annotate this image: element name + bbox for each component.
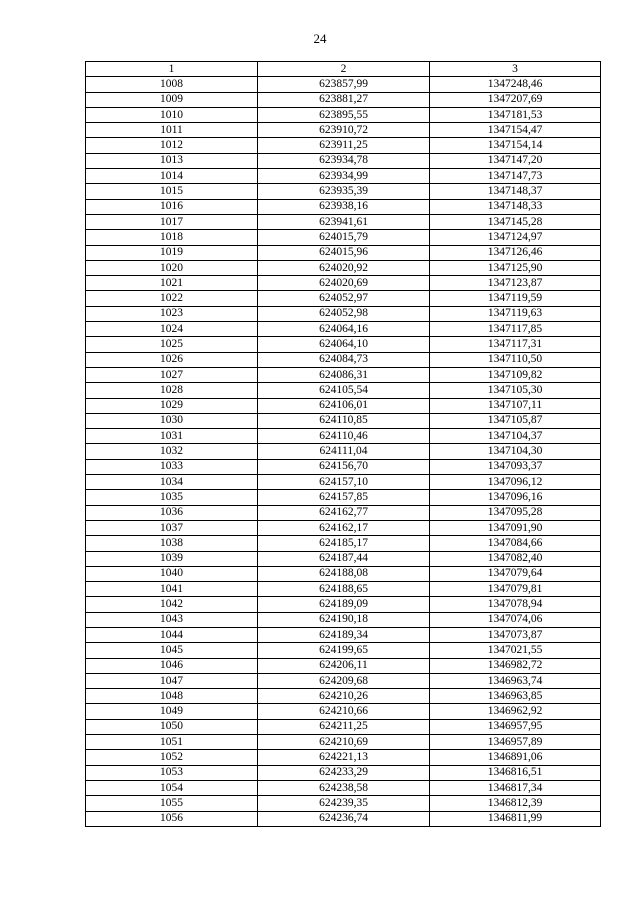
y-coordinate-cell: 1346957,89 [430,735,601,750]
point-number-cell: 1019 [86,245,258,260]
y-coordinate-cell: 1347117,85 [430,322,601,337]
point-number-cell: 1034 [86,475,258,490]
x-coordinate-cell: 624238,58 [258,780,430,795]
y-coordinate-cell: 1347110,50 [430,352,601,367]
table-row [86,383,601,398]
y-coordinate-cell: 1347073,87 [430,627,601,642]
table-row [86,582,601,597]
point-number-cell: 1045 [86,643,258,658]
table-row [86,276,601,291]
x-coordinate-cell: 624015,96 [258,245,430,260]
x-coordinate-cell: 624156,70 [258,459,430,474]
y-coordinate-cell: 1347078,94 [430,597,601,612]
table-row [86,780,601,795]
y-coordinate-cell: 1346982,72 [430,658,601,673]
x-coordinate-cell: 623881,27 [258,92,430,107]
x-coordinate-cell: 624211,25 [258,719,430,734]
point-number-cell: 1021 [86,276,258,291]
point-number-cell: 1037 [86,520,258,535]
y-coordinate-cell: 1347154,14 [430,138,601,153]
x-coordinate-cell: 623934,78 [258,153,430,168]
x-coordinate-cell: 623911,25 [258,138,430,153]
x-coordinate-cell: 624185,17 [258,536,430,551]
y-coordinate-cell: 1347109,82 [430,367,601,382]
point-number-cell: 1024 [86,322,258,337]
point-number-cell: 1010 [86,107,258,122]
x-coordinate-cell: 624233,29 [258,765,430,780]
y-coordinate-cell: 1346812,39 [430,796,601,811]
table-row [86,475,601,490]
point-number-cell: 1050 [86,719,258,734]
point-number-cell: 1051 [86,735,258,750]
x-coordinate-cell: 624188,08 [258,566,430,581]
x-coordinate-cell: 624084,73 [258,352,430,367]
point-number-cell: 1039 [86,551,258,566]
table-row [86,551,601,566]
point-number-cell: 1036 [86,505,258,520]
table-row [86,322,601,337]
table-header-row [86,62,601,77]
table-row [86,673,601,688]
point-number-cell: 1055 [86,796,258,811]
y-coordinate-cell: 1346811,99 [430,811,601,826]
y-coordinate-cell: 1346816,51 [430,765,601,780]
table-row [86,597,601,612]
x-coordinate-cell: 624189,09 [258,597,430,612]
point-number-cell: 1028 [86,383,258,398]
x-coordinate-cell: 624105,54 [258,383,430,398]
y-coordinate-cell: 1346963,74 [430,673,601,688]
point-number-cell: 1009 [86,92,258,107]
table-row [86,138,601,153]
y-coordinate-cell: 1347147,20 [430,153,601,168]
x-coordinate-cell: 624239,35 [258,796,430,811]
y-coordinate-cell: 1347126,46 [430,245,601,260]
point-number-cell: 1012 [86,138,258,153]
y-coordinate-cell: 1347079,81 [430,582,601,597]
x-coordinate-cell: 623895,55 [258,107,430,122]
coordinates-table [85,61,601,827]
y-coordinate-cell: 1346962,92 [430,704,601,719]
table-row [86,490,601,505]
y-coordinate-cell: 1347117,31 [430,337,601,352]
table-row [86,704,601,719]
y-coordinate-cell: 1347074,06 [430,612,601,627]
table-row [86,750,601,765]
y-coordinate-cell: 1347248,46 [430,77,601,92]
x-coordinate-cell: 624086,31 [258,367,430,382]
y-coordinate-cell: 1347148,37 [430,184,601,199]
x-coordinate-cell: 623857,99 [258,77,430,92]
x-coordinate-cell: 624015,79 [258,230,430,245]
table-row [86,107,601,122]
point-number-cell: 1020 [86,260,258,275]
point-number-cell: 1035 [86,490,258,505]
table-row [86,505,601,520]
table-row [86,199,601,214]
y-coordinate-cell: 1347082,40 [430,551,601,566]
table-row [86,735,601,750]
y-coordinate-cell: 1347095,28 [430,505,601,520]
x-coordinate-cell: 624064,16 [258,322,430,337]
table-row [86,245,601,260]
table-row [86,520,601,535]
y-coordinate-cell: 1346891,06 [430,750,601,765]
y-coordinate-cell: 1347125,90 [430,260,601,275]
page-number: 24 [313,31,327,46]
point-number-cell: 1017 [86,214,258,229]
table-row [86,612,601,627]
table-row [86,337,601,352]
x-coordinate-cell: 624052,98 [258,306,430,321]
table-row [86,811,601,826]
point-number-cell: 1025 [86,337,258,352]
x-coordinate-cell: 624190,18 [258,612,430,627]
table-row [86,260,601,275]
y-coordinate-cell: 1347207,69 [430,92,601,107]
x-coordinate-cell: 624064,10 [258,337,430,352]
table-row [86,719,601,734]
table-row [86,306,601,321]
x-coordinate-cell: 624020,92 [258,260,430,275]
point-number-cell: 1023 [86,306,258,321]
table-row [86,566,601,581]
x-coordinate-cell: 624236,74 [258,811,430,826]
table-row [86,627,601,642]
y-coordinate-cell: 1347124,97 [430,230,601,245]
y-coordinate-cell: 1347181,53 [430,107,601,122]
x-coordinate-cell: 624206,11 [258,658,430,673]
x-coordinate-cell: 623910,72 [258,123,430,138]
table-row [86,658,601,673]
x-coordinate-cell: 623938,16 [258,199,430,214]
x-coordinate-cell: 624189,34 [258,627,430,642]
point-number-cell: 1013 [86,153,258,168]
y-coordinate-cell: 1347105,87 [430,413,601,428]
x-coordinate-cell: 624052,97 [258,291,430,306]
x-coordinate-cell: 624110,85 [258,413,430,428]
table-row [86,444,601,459]
x-coordinate-cell: 624111,04 [258,444,430,459]
y-coordinate-cell: 1347104,37 [430,429,601,444]
x-coordinate-cell: 624210,26 [258,689,430,704]
y-coordinate-cell: 1347148,33 [430,199,601,214]
point-number-cell: 1056 [86,811,258,826]
column-header: 2 [258,62,430,77]
y-coordinate-cell: 1347084,66 [430,536,601,551]
point-number-cell: 1054 [86,780,258,795]
table-row [86,77,601,92]
x-coordinate-cell: 624020,69 [258,276,430,291]
point-number-cell: 1048 [86,689,258,704]
table-row [86,796,601,811]
y-coordinate-cell: 1347147,73 [430,169,601,184]
x-coordinate-cell: 623934,99 [258,169,430,184]
table-row [86,92,601,107]
x-coordinate-cell: 623935,39 [258,184,430,199]
point-number-cell: 1022 [86,291,258,306]
y-coordinate-cell: 1347096,12 [430,475,601,490]
y-coordinate-cell: 1347119,63 [430,306,601,321]
point-number-cell: 1026 [86,352,258,367]
table-row [86,643,601,658]
y-coordinate-cell: 1347079,64 [430,566,601,581]
point-number-cell: 1032 [86,444,258,459]
point-number-cell: 1008 [86,77,258,92]
x-coordinate-cell: 624221,13 [258,750,430,765]
table-row [86,214,601,229]
x-coordinate-cell: 624187,44 [258,551,430,566]
table-row [86,352,601,367]
point-number-cell: 1040 [86,566,258,581]
table-row [86,184,601,199]
x-coordinate-cell: 624162,17 [258,520,430,535]
table-row [86,169,601,184]
y-coordinate-cell: 1346817,34 [430,780,601,795]
point-number-cell: 1031 [86,429,258,444]
point-number-cell: 1053 [86,765,258,780]
y-coordinate-cell: 1347145,28 [430,214,601,229]
x-coordinate-cell: 624210,66 [258,704,430,719]
y-coordinate-cell: 1347123,87 [430,276,601,291]
x-coordinate-cell: 623941,61 [258,214,430,229]
point-number-cell: 1030 [86,413,258,428]
table-row [86,291,601,306]
point-number-cell: 1014 [86,169,258,184]
x-coordinate-cell: 624199,65 [258,643,430,658]
point-number-cell: 1043 [86,612,258,627]
x-coordinate-cell: 624157,85 [258,490,430,505]
x-coordinate-cell: 624210,69 [258,735,430,750]
table-row [86,367,601,382]
x-coordinate-cell: 624162,77 [258,505,430,520]
x-coordinate-cell: 624106,01 [258,398,430,413]
point-number-cell: 1011 [86,123,258,138]
table-body [86,77,601,827]
y-coordinate-cell: 1347093,37 [430,459,601,474]
table-row [86,230,601,245]
point-number-cell: 1018 [86,230,258,245]
point-number-cell: 1033 [86,459,258,474]
table-row [86,536,601,551]
y-coordinate-cell: 1346963,85 [430,689,601,704]
table-row [86,765,601,780]
y-coordinate-cell: 1347119,59 [430,291,601,306]
table-row [86,459,601,474]
point-number-cell: 1029 [86,398,258,413]
y-coordinate-cell: 1347107,11 [430,398,601,413]
point-number-cell: 1052 [86,750,258,765]
x-coordinate-cell: 624110,46 [258,429,430,444]
y-coordinate-cell: 1347105,30 [430,383,601,398]
table-row [86,123,601,138]
point-number-cell: 1041 [86,582,258,597]
table-row [86,689,601,704]
x-coordinate-cell: 624209,68 [258,673,430,688]
column-header: 1 [86,62,258,77]
point-number-cell: 1038 [86,536,258,551]
y-coordinate-cell: 1347104,30 [430,444,601,459]
x-coordinate-cell: 624157,10 [258,475,430,490]
point-number-cell: 1016 [86,199,258,214]
x-coordinate-cell: 624188,65 [258,582,430,597]
point-number-cell: 1047 [86,673,258,688]
point-number-cell: 1044 [86,627,258,642]
table-row [86,413,601,428]
table-row [86,153,601,168]
y-coordinate-cell: 1346957,95 [430,719,601,734]
point-number-cell: 1042 [86,597,258,612]
y-coordinate-cell: 1347021,55 [430,643,601,658]
point-number-cell: 1027 [86,367,258,382]
point-number-cell: 1015 [86,184,258,199]
y-coordinate-cell: 1347091,90 [430,520,601,535]
column-header: 3 [430,62,601,77]
point-number-cell: 1046 [86,658,258,673]
point-number-cell: 1049 [86,704,258,719]
y-coordinate-cell: 1347154,47 [430,123,601,138]
table-row [86,429,601,444]
table-row [86,398,601,413]
y-coordinate-cell: 1347096,16 [430,490,601,505]
